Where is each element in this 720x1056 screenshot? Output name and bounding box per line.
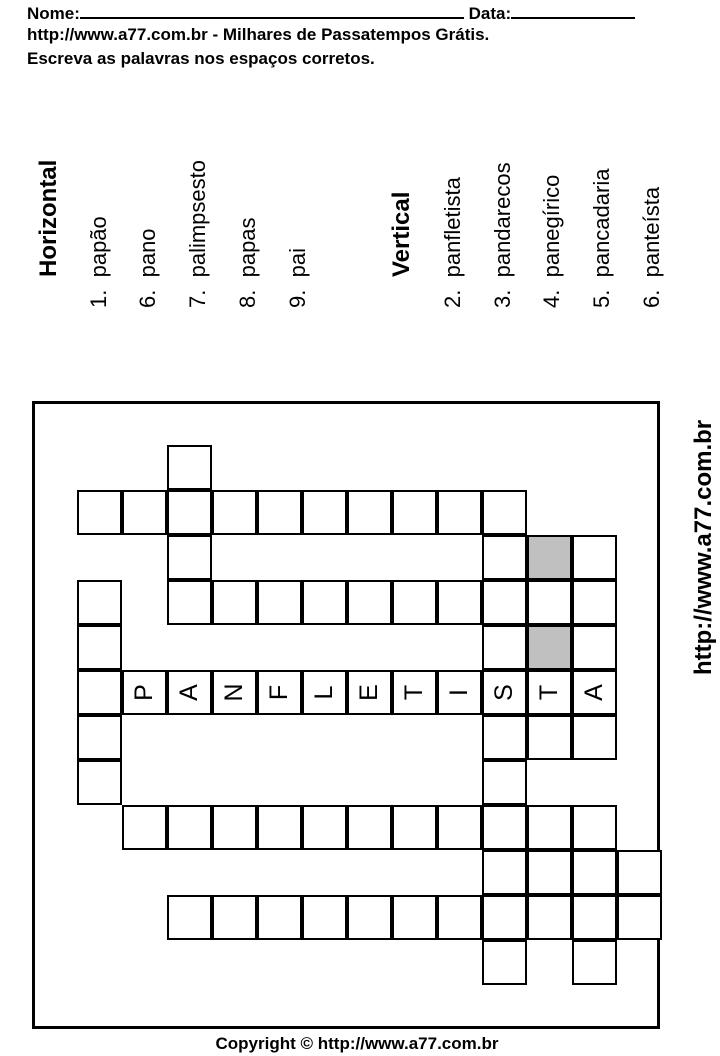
grid-cell[interactable] (527, 670, 572, 715)
clue-word: panegírico (539, 174, 564, 278)
grid-cell[interactable] (482, 490, 527, 535)
grid-cell[interactable] (482, 670, 527, 715)
grid-cell[interactable] (347, 490, 392, 535)
cell-letter: S (490, 684, 518, 701)
grid-cell[interactable] (392, 490, 437, 535)
grid-cell[interactable] (527, 895, 572, 940)
clue-number: 6. (639, 289, 664, 308)
grid-cell[interactable] (482, 715, 527, 760)
clue-number: 2. (440, 289, 465, 308)
clue-word: papão (86, 216, 111, 278)
grid-cell[interactable] (482, 850, 527, 895)
grid-cell[interactable] (257, 670, 302, 715)
grid-cell[interactable] (77, 490, 122, 535)
grid-cell[interactable] (122, 805, 167, 850)
grid-cell[interactable] (77, 625, 122, 670)
grid-cell[interactable] (392, 580, 437, 625)
grid-cell[interactable] (572, 895, 617, 940)
clue-word: pancadaria (589, 168, 614, 278)
grid-cell[interactable] (437, 490, 482, 535)
grid-cell[interactable] (482, 625, 527, 670)
grid-cell[interactable] (77, 715, 122, 760)
grid-cell[interactable] (302, 670, 347, 715)
grid-cell[interactable] (617, 850, 662, 895)
horizontal-clue (137, 228, 159, 308)
clue-number: 3. (490, 289, 515, 308)
grid-cell[interactable] (572, 850, 617, 895)
grid-cell[interactable] (257, 580, 302, 625)
clue-word: pai (285, 248, 310, 278)
grid-cell[interactable] (527, 580, 572, 625)
grid-cell[interactable] (212, 670, 257, 715)
grid-cell[interactable] (167, 535, 212, 580)
grid-cell[interactable] (572, 535, 617, 580)
shaded-cell[interactable] (527, 625, 572, 670)
grid-cell[interactable] (572, 670, 617, 715)
grid-cell[interactable] (527, 715, 572, 760)
grid-cell[interactable] (212, 490, 257, 535)
grid-cell[interactable] (167, 805, 212, 850)
vertical-clue (591, 169, 613, 308)
grid-cell[interactable] (437, 670, 482, 715)
cell-letter: T (535, 684, 563, 701)
grid-cell[interactable] (212, 805, 257, 850)
vertical-clue (641, 187, 663, 308)
grid-cell[interactable] (437, 580, 482, 625)
grid-cell[interactable] (482, 805, 527, 850)
grid-cell[interactable] (572, 805, 617, 850)
clue-number: 9. (285, 289, 310, 308)
grid-cell[interactable] (347, 670, 392, 715)
cell-letter: A (175, 684, 203, 701)
clue-number: 4. (539, 289, 564, 308)
grid-cell[interactable] (302, 580, 347, 625)
cell-letter: F (265, 684, 293, 701)
grid-cell[interactable] (212, 580, 257, 625)
vertical-clue (492, 162, 514, 308)
date-field[interactable] (511, 2, 635, 19)
grid-cell[interactable] (77, 760, 122, 805)
clue-word: panteísta (639, 186, 664, 278)
grid-cell[interactable] (302, 490, 347, 535)
clue-word: panfletista (440, 177, 465, 278)
grid-cell[interactable] (572, 625, 617, 670)
cell-letter: N (220, 683, 248, 702)
shaded-cell[interactable] (527, 535, 572, 580)
horizontal-clue (237, 217, 259, 308)
grid-cell[interactable] (437, 895, 482, 940)
clue-number: 6. (135, 289, 160, 308)
grid-cell[interactable] (572, 580, 617, 625)
grid-cell[interactable] (347, 580, 392, 625)
grid-cell[interactable] (257, 805, 302, 850)
grid-cell[interactable] (527, 850, 572, 895)
horizontal-clue (287, 248, 309, 308)
grid-cell[interactable] (122, 490, 167, 535)
clue-word: papas (235, 217, 260, 278)
clue-word: palimpsesto (185, 160, 210, 278)
grid-cell[interactable] (482, 535, 527, 580)
horizontal-clue (88, 216, 110, 308)
grid-cell[interactable] (167, 580, 212, 625)
grid-cell[interactable] (392, 805, 437, 850)
cell-letter: P (130, 684, 158, 701)
name-date-line: Nome: Data: (27, 2, 635, 24)
grid-cell[interactable] (347, 805, 392, 850)
cell-letter: I (445, 689, 473, 696)
grid-cell[interactable] (392, 670, 437, 715)
copyright-footer: Copyright © http://www.a77.com.br (215, 1034, 499, 1053)
clue-number: 8. (235, 289, 260, 308)
name-field[interactable] (80, 2, 464, 19)
vertical-title: Vertical (388, 191, 415, 277)
grid-cell[interactable] (302, 895, 347, 940)
horizontal-clue (187, 160, 209, 308)
grid-cell[interactable] (347, 895, 392, 940)
instructions: Escreva as palavras nos espaços corretos. (27, 49, 375, 68)
grid-cell[interactable] (302, 805, 347, 850)
grid-cell[interactable] (482, 760, 527, 805)
cell-letter: A (580, 684, 608, 701)
grid-cell[interactable] (122, 670, 167, 715)
site-line: http://www.a77.com.br - Milhares de Passatempos Grátis. (27, 25, 490, 44)
clue-word: pano (135, 228, 160, 278)
grid-cell[interactable] (212, 895, 257, 940)
grid-cell[interactable] (482, 895, 527, 940)
vertical-clue (442, 177, 464, 308)
grid-cell[interactable] (437, 805, 482, 850)
grid-cell[interactable] (482, 580, 527, 625)
grid-cell[interactable] (167, 445, 212, 490)
grid-cell[interactable] (257, 490, 302, 535)
crossword-board (32, 401, 660, 1029)
cell-letter: E (355, 684, 383, 701)
vertical-clue (541, 175, 563, 308)
cell-letter: L (310, 685, 338, 700)
grid-cell[interactable] (77, 580, 122, 625)
grid-cell[interactable] (167, 490, 212, 535)
horizontal-title: Horizontal (35, 159, 62, 277)
grid-cell[interactable] (527, 805, 572, 850)
grid-cell[interactable] (617, 895, 662, 940)
grid-cell[interactable] (392, 895, 437, 940)
grid-cell[interactable] (167, 895, 212, 940)
clue-number: 7. (185, 289, 210, 308)
clue-number: 5. (589, 289, 614, 308)
grid-cell[interactable] (77, 670, 122, 715)
grid-cell[interactable] (572, 715, 617, 760)
grid-cell[interactable] (482, 940, 527, 985)
clue-number: 1. (86, 289, 111, 308)
grid-cell[interactable] (167, 670, 212, 715)
side-url: http://www.a77.com.br (690, 419, 717, 675)
cell-letter: T (400, 684, 428, 701)
grid-cell[interactable] (257, 895, 302, 940)
grid-cell[interactable] (572, 940, 617, 985)
clue-word: pandarecos (490, 162, 515, 278)
